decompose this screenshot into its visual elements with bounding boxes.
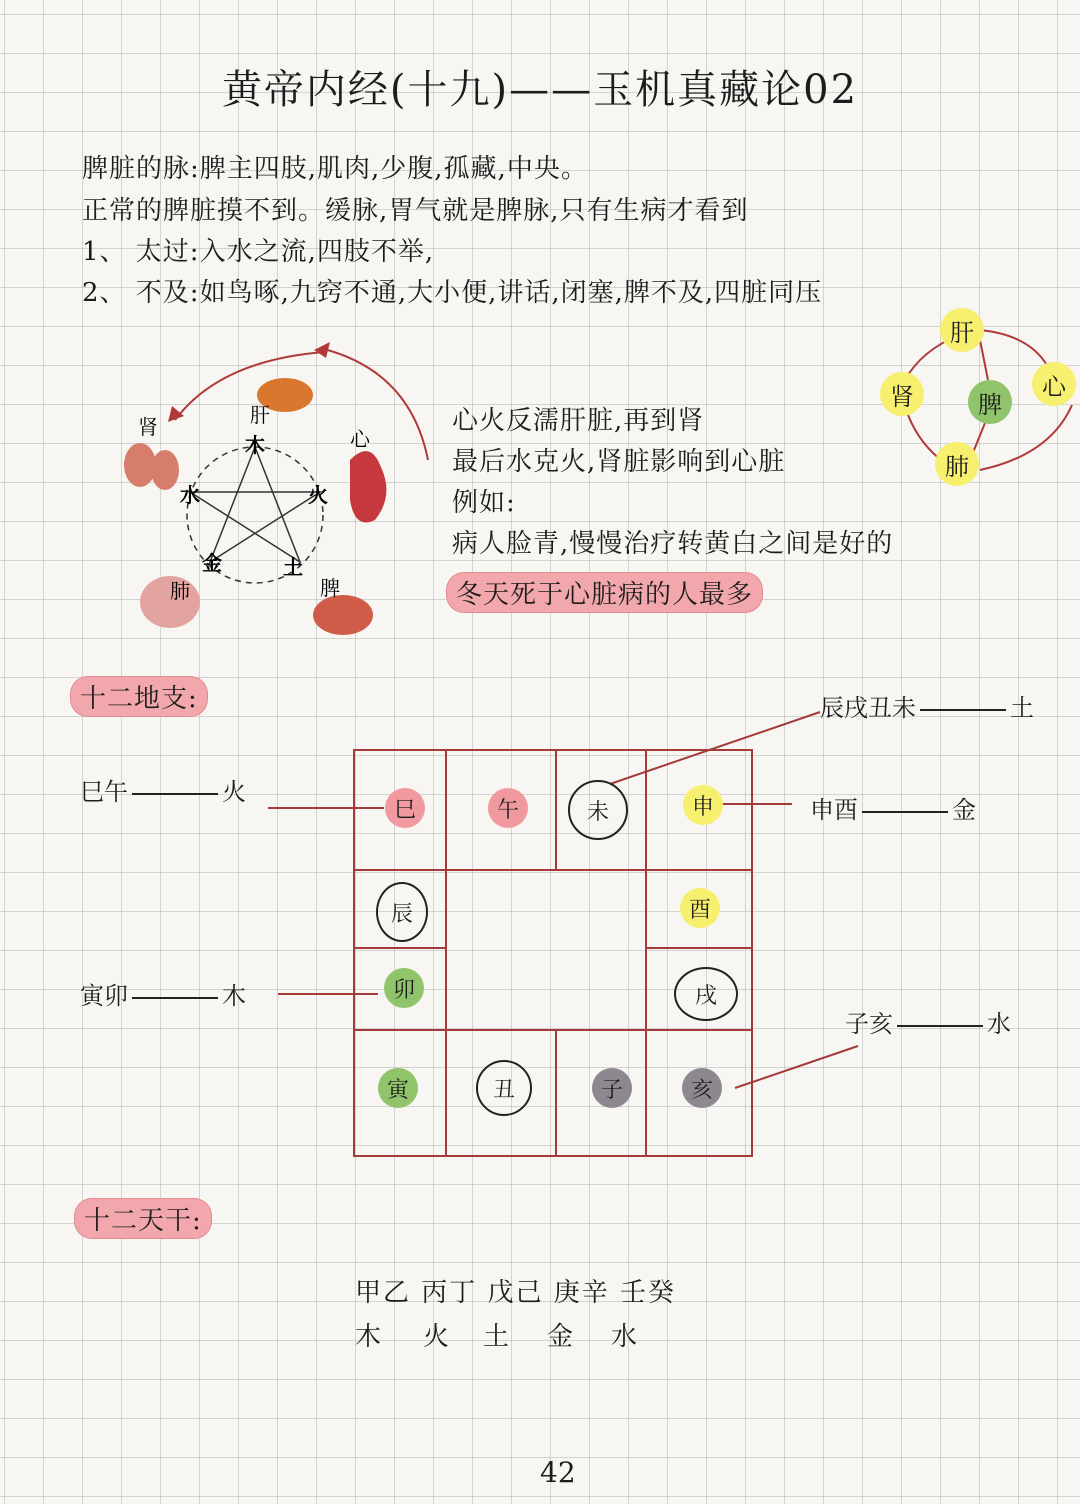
dizhi-hai: 亥 [682, 1068, 722, 1108]
earth-element: 土 [1010, 694, 1034, 722]
dizhi-yin: 寅 [378, 1068, 418, 1108]
element-fire: 火 [308, 483, 328, 507]
note-line-1: 心火反濡肝脏,再到肾 [452, 406, 705, 436]
metal-pair: 申酉 [810, 796, 858, 824]
stem-element-fire: 火 [423, 1322, 452, 1352]
label-fire-group [80, 772, 246, 807]
stem-element-earth: 土 [483, 1322, 512, 1352]
dizhi-you: 酉 [680, 888, 720, 928]
page-title: 黄帝内经(十九)——玉机真藏论02 [221, 67, 859, 113]
element-wood: 木 [245, 433, 265, 457]
label-lung: 肺 [170, 579, 190, 603]
dizhi-si: 巳 [385, 788, 425, 828]
tiangan-heading: 十二天干: [74, 1198, 212, 1239]
label-metal-group [810, 790, 976, 825]
stem-element-wood: 木 [355, 1322, 384, 1352]
element-water: 水 [180, 483, 200, 507]
connector-earth [610, 712, 820, 784]
dizhi-chen: 辰 [376, 882, 428, 942]
label-earth-group [820, 688, 1034, 723]
text-line-2: 正常的脾脏摸不到。缓脉,胃气就是脾脉,只有生病才看到 [82, 196, 749, 226]
graph-node-lung: 肺 [935, 442, 979, 486]
dizhi-shen: 申 [683, 785, 723, 825]
dizhi-wu: 午 [488, 788, 528, 828]
earth-pair: 辰戌丑未 [820, 694, 916, 722]
dizhi-mao: 卯 [384, 968, 424, 1008]
page-number: 42 [540, 1456, 576, 1489]
wood-pair: 寅卯 [80, 982, 128, 1010]
highlight-note: 冬天死于心脏病的人最多 [446, 572, 763, 613]
graph-node-spleen: 脾 [968, 380, 1012, 424]
note-line-3: 例如: [452, 488, 516, 518]
element-metal: 金 [202, 551, 222, 575]
label-kidney: 肾 [138, 415, 158, 439]
graph-node-kidney: 肾 [880, 372, 924, 416]
label-heart: 心 [350, 427, 370, 451]
label-water-group [845, 1004, 1011, 1039]
stem-element-metal: 金 [547, 1322, 576, 1352]
metal-element: 金 [952, 796, 976, 824]
fire-element: 火 [222, 778, 246, 806]
dizhi-xu: 戌 [674, 967, 738, 1021]
graph-node-liver: 肝 [940, 308, 984, 352]
text-line-3: 1、 太过:入水之流,四肢不举, [82, 237, 435, 267]
wood-element: 木 [222, 982, 246, 1010]
water-pair: 子亥 [845, 1010, 893, 1038]
label-liver: 肝 [250, 403, 270, 427]
label-wood-group [80, 976, 246, 1011]
dizhi-zi: 子 [592, 1068, 632, 1108]
dizhi-chou: 丑 [476, 1060, 532, 1116]
graph-node-heart: 心 [1032, 362, 1076, 406]
fire-pair: 巳午 [80, 778, 128, 806]
water-element: 水 [987, 1010, 1011, 1038]
text-line-4: 2、 不及:如鸟啄,九窍不通,大小便,讲话,闭塞,脾不及,四脏同压 [82, 278, 823, 308]
tiangan-stems: 甲乙 丙丁 戊己 庚辛 壬癸 [355, 1278, 677, 1308]
note-line-4: 病人脸青,慢慢治疗转黄白之间是好的 [452, 529, 894, 559]
label-spleen: 脾 [320, 576, 340, 600]
dizhi-heading: 十二地支: [70, 676, 208, 717]
note-line-2: 最后水克火,肾脏影响到心脏 [452, 447, 786, 477]
dizhi-wei: 未 [568, 780, 628, 840]
stem-element-water: 水 [611, 1322, 640, 1352]
element-earth: 土 [283, 555, 303, 579]
text-line-1: 脾脏的脉:脾主四肢,肌肉,少腹,孤藏,中央。 [82, 154, 588, 184]
connector-water [735, 1046, 858, 1088]
